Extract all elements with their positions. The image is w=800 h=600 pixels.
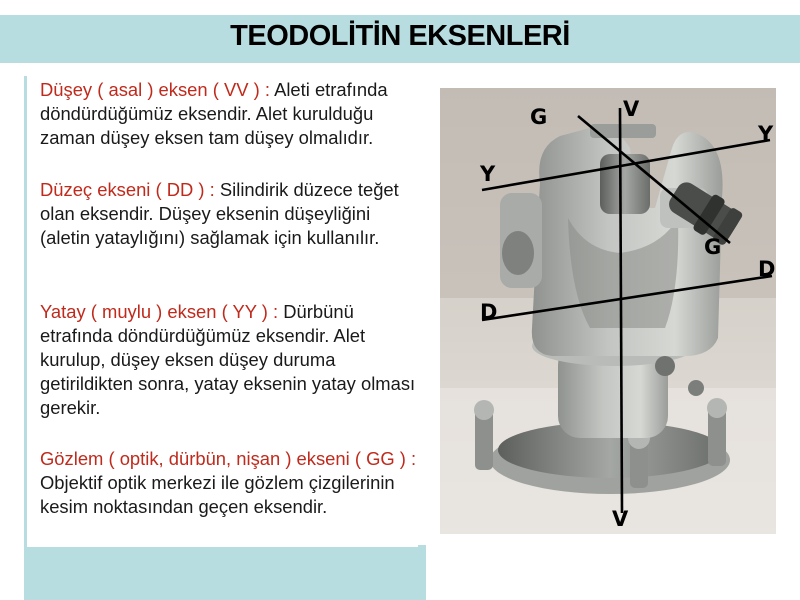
axis-term-yy: Yatay ( muylu ) eksen ( YY ) : [40, 301, 279, 322]
axis-label-d-left: D [480, 300, 498, 324]
axis-label-g-bottom: G [704, 235, 722, 259]
axis-term-dd: Düzeç ekseni ( DD ) : [40, 179, 215, 200]
axis-label-v-top: V [623, 97, 640, 121]
axis-text-vv: Aleti etrafında döndürdüğümüz eksendir. Alet kurulduğu zaman düşey eksen tam düşey olmalıdır. [40, 79, 388, 148]
axis-label-y-left: Y [480, 162, 496, 186]
axis-definition-vv [40, 78, 420, 150]
axis-label-d-right: D [758, 257, 776, 281]
axis-definition-gg [40, 447, 420, 519]
axis-label-v-bottom: V [612, 507, 629, 531]
axis-text-yy: Dürbünü etrafında döndürdüğümüz eksendir. Alet kurulup, düşey eksen düşey duruma getirildikten sonra, yatay eksenin yatay olması gerekir. [40, 301, 416, 418]
axis-label-g-top: G [530, 105, 548, 129]
axis-definition-yy [40, 300, 420, 420]
axis-term-vv: Düşey ( asal ) eksen ( VV ) : [40, 79, 270, 100]
axis-text-gg: Objektif optik merkezi ile gözlem çizgilerinin kesim noktasından geçen eksendir. [40, 472, 395, 517]
axis-label-y-right: Y [758, 122, 774, 146]
axis-text-dd: Silindirik düzece teğet olan eksendir. Düşey eksenin düşeyliğini (aletin yataylığını) sağlamak için kullanılır. [40, 179, 399, 248]
axis-definition-dd [40, 178, 420, 250]
slide-title: TEODOLİTİN EKSENLERİ [230, 20, 570, 52]
theodolite-photo [440, 88, 776, 534]
axis-term-gg: Gözlem ( optik, dürbün, nişan ) ekseni ( GG ) : [40, 448, 417, 469]
